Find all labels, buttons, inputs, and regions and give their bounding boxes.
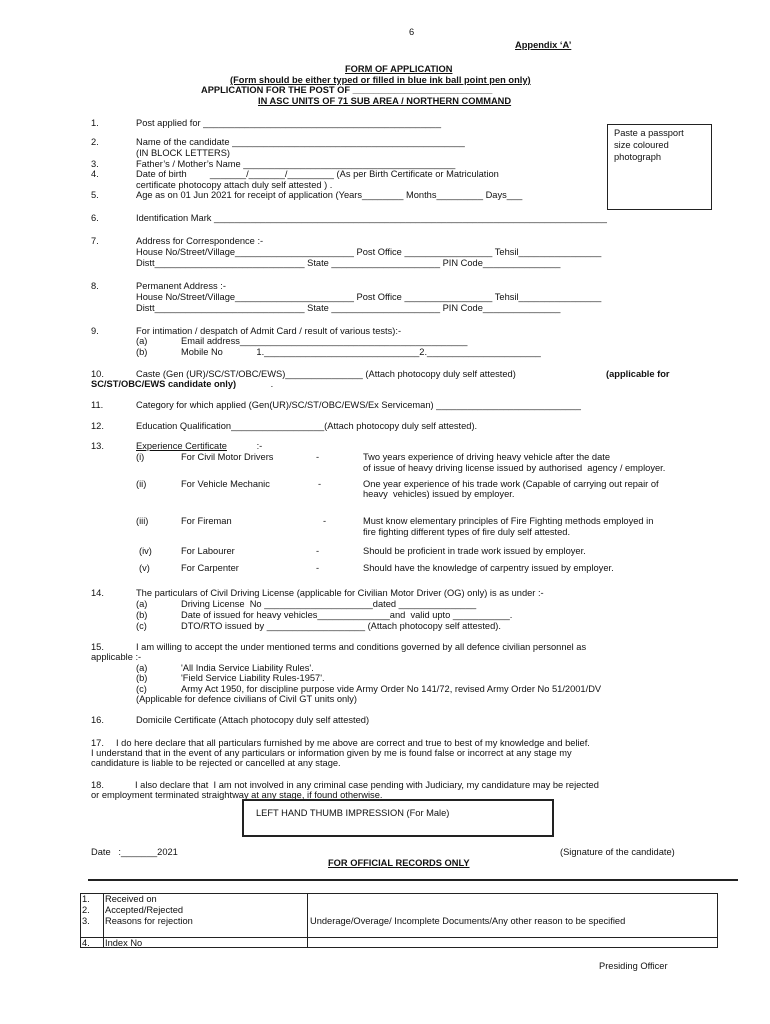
declaration-line-1: I do here declare that all particulars furnished by me above are correct and true to best of my knowledge and belief. bbox=[116, 738, 590, 748]
exp-post: For Fireman bbox=[181, 516, 232, 526]
exp-requirement: One year experience of his trade work (Capable of carrying out repair of bbox=[363, 479, 659, 489]
terms-rule: Army Act 1950, for discipline purpose vide Army Order No 141/72, revised Army Order No 51/2001/DV bbox=[181, 684, 602, 694]
exp-requirement: Should be proficient in trade work issued by employer. bbox=[363, 546, 586, 556]
caste-tail: . bbox=[268, 379, 274, 389]
exp-requirement: fire fighting different types of fire duly self attested. bbox=[363, 527, 571, 537]
table-row-label: Index No bbox=[105, 938, 143, 948]
table-row-label: Accepted/Rejected bbox=[105, 905, 184, 915]
exp-dash: - bbox=[316, 546, 320, 556]
caste-field[interactable]: Caste (Gen (UR)/SC/ST/OBC/EWS)_______________ (Attach photocopy duly self attested) bbox=[136, 369, 516, 379]
age-field[interactable]: Age as on 01 Jun 2021 for receipt of application (Years________ Months_________ Days___ bbox=[136, 190, 523, 200]
correspondence-address-line-2[interactable]: Distt_____________________________ State _____________________ PIN Code_______________ bbox=[136, 258, 561, 268]
license-label: The particulars of Civil Driving License (applicable for Civilian Motor Driver (OG) only) is as under :- bbox=[136, 588, 544, 598]
photo-line-1: Paste a passport bbox=[614, 128, 684, 138]
caste-applicability-note-2: SC/ST/OBC/EWS candidate only) bbox=[91, 379, 237, 389]
thumb-impression-label: LEFT HAND THUMB IMPRESSION (For Male) bbox=[256, 808, 450, 818]
exp-number: (iv) bbox=[139, 546, 152, 556]
exp-requirement: of issue of heavy driving license issued by authorised agency / employer. bbox=[363, 463, 666, 473]
item-number: 7. bbox=[91, 236, 99, 246]
item-number: 2. bbox=[91, 137, 99, 147]
item-number: 9. bbox=[91, 326, 99, 336]
sub-item-marker: (b) bbox=[136, 610, 148, 620]
email-field[interactable]: Email address____________________________________________ bbox=[181, 336, 468, 346]
page-number: 6 bbox=[409, 27, 415, 37]
criminal-declaration-2: or employment terminated straightway at any stage, if found otherwise. bbox=[91, 790, 383, 800]
caste-applicability-note: (applicable for bbox=[606, 369, 670, 379]
father-mother-name-field[interactable]: Father’s / Mother’s Name _________________________________________ bbox=[136, 159, 456, 169]
item-number: 5. bbox=[91, 190, 99, 200]
item-number: 15. bbox=[91, 642, 104, 652]
date-field[interactable]: Date :_______2021 bbox=[91, 847, 178, 857]
item-number: 13. bbox=[91, 441, 104, 451]
date-of-birth-field[interactable]: Date of birth _______/_______/_________ (As per Birth Certificate or Matriculation bbox=[136, 169, 499, 179]
permanent-address-line-1[interactable]: House No/Street/Village_______________________ Post Office _________________ Tehsil________________ bbox=[136, 292, 602, 302]
divider bbox=[88, 879, 738, 881]
sub-item-marker: (a) bbox=[136, 599, 148, 609]
table-border bbox=[80, 893, 718, 894]
photo-line-3: photograph bbox=[614, 152, 662, 162]
domicile-note: Domicile Certificate (Attach photocopy duly self attested) bbox=[136, 715, 370, 725]
category-field[interactable]: Category for which applied (Gen(UR)/SC/ST/OBC/EWS/Ex Serviceman) ____________________________ bbox=[136, 400, 581, 410]
table-border bbox=[717, 893, 718, 947]
item-number: 10. bbox=[91, 369, 104, 379]
exp-post: For Carpenter bbox=[181, 563, 239, 573]
exp-post: For Labourer bbox=[181, 546, 235, 556]
table-border bbox=[80, 893, 81, 947]
exp-requirement: Must know elementary principles of Fire Fighting methods employed in bbox=[363, 516, 654, 526]
exp-post: For Vehicle Mechanic bbox=[181, 479, 270, 489]
criminal-declaration-1: I also declare that I am not involved in any criminal case pending with Judiciary, my candidature may be rejected bbox=[135, 780, 599, 790]
official-records-title: FOR OFFICIAL RECORDS ONLY bbox=[328, 858, 470, 868]
license-issuer-field[interactable]: DTO/RTO issued by ___________________ (Attach photocopy self attested). bbox=[181, 621, 501, 631]
exp-dash: - bbox=[323, 516, 327, 526]
table-border bbox=[80, 937, 718, 938]
identification-mark-field[interactable]: Identification Mark ____________________________________________________________________________ bbox=[136, 213, 607, 223]
declaration-line-2: I understand that in the event of any particulars or information given by me is found false or incorrect at any stage my bbox=[91, 748, 572, 758]
exp-number: (v) bbox=[139, 563, 150, 573]
sub-item-marker: (c) bbox=[136, 684, 147, 694]
terms-line-2: applicable :- bbox=[91, 652, 142, 662]
photo-line-2: size coloured bbox=[614, 140, 669, 150]
experience-heading-tail: :- bbox=[254, 441, 263, 451]
candidate-name-field[interactable]: Name of the candidate _____________________________________________ bbox=[136, 137, 465, 147]
photo-box bbox=[607, 124, 712, 210]
table-row-value: Underage/Overage/ Incomplete Documents/Any other reason to be specified bbox=[310, 916, 626, 926]
form-subtitle: (Form should be either typed or filled in blue ink ball point pen only) bbox=[230, 75, 531, 85]
item-number: 3. bbox=[91, 159, 99, 169]
dob-note: certificate photocopy attach duly self attested ) . bbox=[136, 180, 333, 190]
thumb-impression-box[interactable] bbox=[242, 799, 554, 837]
item-number: 1. bbox=[91, 118, 99, 128]
item-number: 17. bbox=[91, 738, 104, 748]
terms-rule: 'Field Service Liability Rules-1957'. bbox=[181, 673, 325, 683]
experience-heading: Experience Certificate bbox=[136, 441, 227, 451]
item-number: 11. bbox=[91, 400, 104, 410]
table-row-number: 4. bbox=[82, 938, 90, 948]
block-letters-note: (IN BLOCK LETTERS) bbox=[136, 148, 231, 158]
item-number: 4. bbox=[91, 169, 99, 179]
exp-number: (i) bbox=[136, 452, 145, 462]
post-applied-field[interactable]: Post applied for ______________________________________________ bbox=[136, 118, 442, 128]
terms-rule: 'All India Service Liability Rules'. bbox=[181, 663, 314, 673]
sub-item-marker: (b) bbox=[136, 673, 148, 683]
table-border bbox=[103, 893, 104, 947]
table-border bbox=[307, 893, 308, 947]
item-number: 8. bbox=[91, 281, 99, 291]
units-line: IN ASC UNITS OF 71 SUB AREA / NORTHERN COMMAND bbox=[258, 96, 512, 106]
exp-requirement: Two years experience of driving heavy vehicle after the date bbox=[363, 452, 611, 462]
declaration-line-3: candidature is liable to be rejected or cancelled at any stage. bbox=[91, 758, 341, 768]
sub-item-marker: (c) bbox=[136, 621, 147, 631]
exp-number: (ii) bbox=[136, 479, 147, 489]
post-line: APPLICATION FOR THE POST OF ___________________________ bbox=[201, 85, 493, 95]
item-number: 16. bbox=[91, 715, 104, 725]
appendix-label: Appendix ‘A’ bbox=[515, 40, 572, 50]
item-number: 14. bbox=[91, 588, 104, 598]
sub-item-marker: (b) bbox=[136, 347, 148, 357]
exp-dash: - bbox=[316, 452, 320, 462]
sub-item-marker: (a) bbox=[136, 336, 148, 346]
intimation-label: For intimation / despatch of Admit Card / result of various tests):- bbox=[136, 326, 402, 336]
exp-dash: - bbox=[316, 563, 320, 573]
table-row-number: 3. bbox=[82, 916, 90, 926]
item-number: 12. bbox=[91, 421, 104, 431]
exp-requirement: Should have the knowledge of carpentry issued by employer. bbox=[363, 563, 614, 573]
table-row-label: Received on bbox=[105, 894, 157, 904]
permanent-address-line-2[interactable]: Distt_____________________________ State _____________________ PIN Code_______________ bbox=[136, 303, 561, 313]
correspondence-address-line-1[interactable]: House No/Street/Village_______________________ Post Office _________________ Tehsil________________ bbox=[136, 247, 602, 257]
permanent-address-label: Permanent Address :- bbox=[136, 281, 226, 291]
education-field[interactable]: Education Qualification__________________(Attach photocopy duly self attested). bbox=[136, 421, 478, 431]
form-title: FORM OF APPLICATION bbox=[345, 64, 453, 74]
item-number: 18. bbox=[91, 780, 104, 790]
exp-post: For Civil Motor Drivers bbox=[181, 452, 274, 462]
table-row-number: 1. bbox=[82, 894, 90, 904]
exp-dash: - bbox=[318, 479, 322, 489]
presiding-officer-label: Presiding Officer bbox=[599, 961, 668, 971]
sub-item-marker: (a) bbox=[136, 663, 148, 673]
table-row-number: 2. bbox=[82, 905, 90, 915]
exp-number: (iii) bbox=[136, 516, 149, 526]
terms-line-1: I am willing to accept the under mentioned terms and conditions governed by all defence civilian personnel as bbox=[136, 642, 587, 652]
mobile-field[interactable]: Mobile No 1.______________________________2.______________________ bbox=[181, 347, 541, 357]
signature-label: (Signature of the candidate) bbox=[560, 847, 675, 857]
license-validity-field[interactable]: Date of issued for heavy vehicles______________and valid upto ___________. bbox=[181, 610, 513, 620]
correspondence-address-label: Address for Correspondence :- bbox=[136, 236, 264, 246]
exp-requirement: heavy vehicles) issued by employer. bbox=[363, 489, 515, 499]
terms-rule-note: (Applicable for defence civilians of Civil GT units only) bbox=[136, 694, 357, 704]
license-number-field[interactable]: Driving License No _____________________dated _______________ bbox=[181, 599, 477, 609]
item-number: 6. bbox=[91, 213, 99, 223]
table-border bbox=[80, 947, 718, 948]
table-row-label: Reasons for rejection bbox=[105, 916, 193, 926]
